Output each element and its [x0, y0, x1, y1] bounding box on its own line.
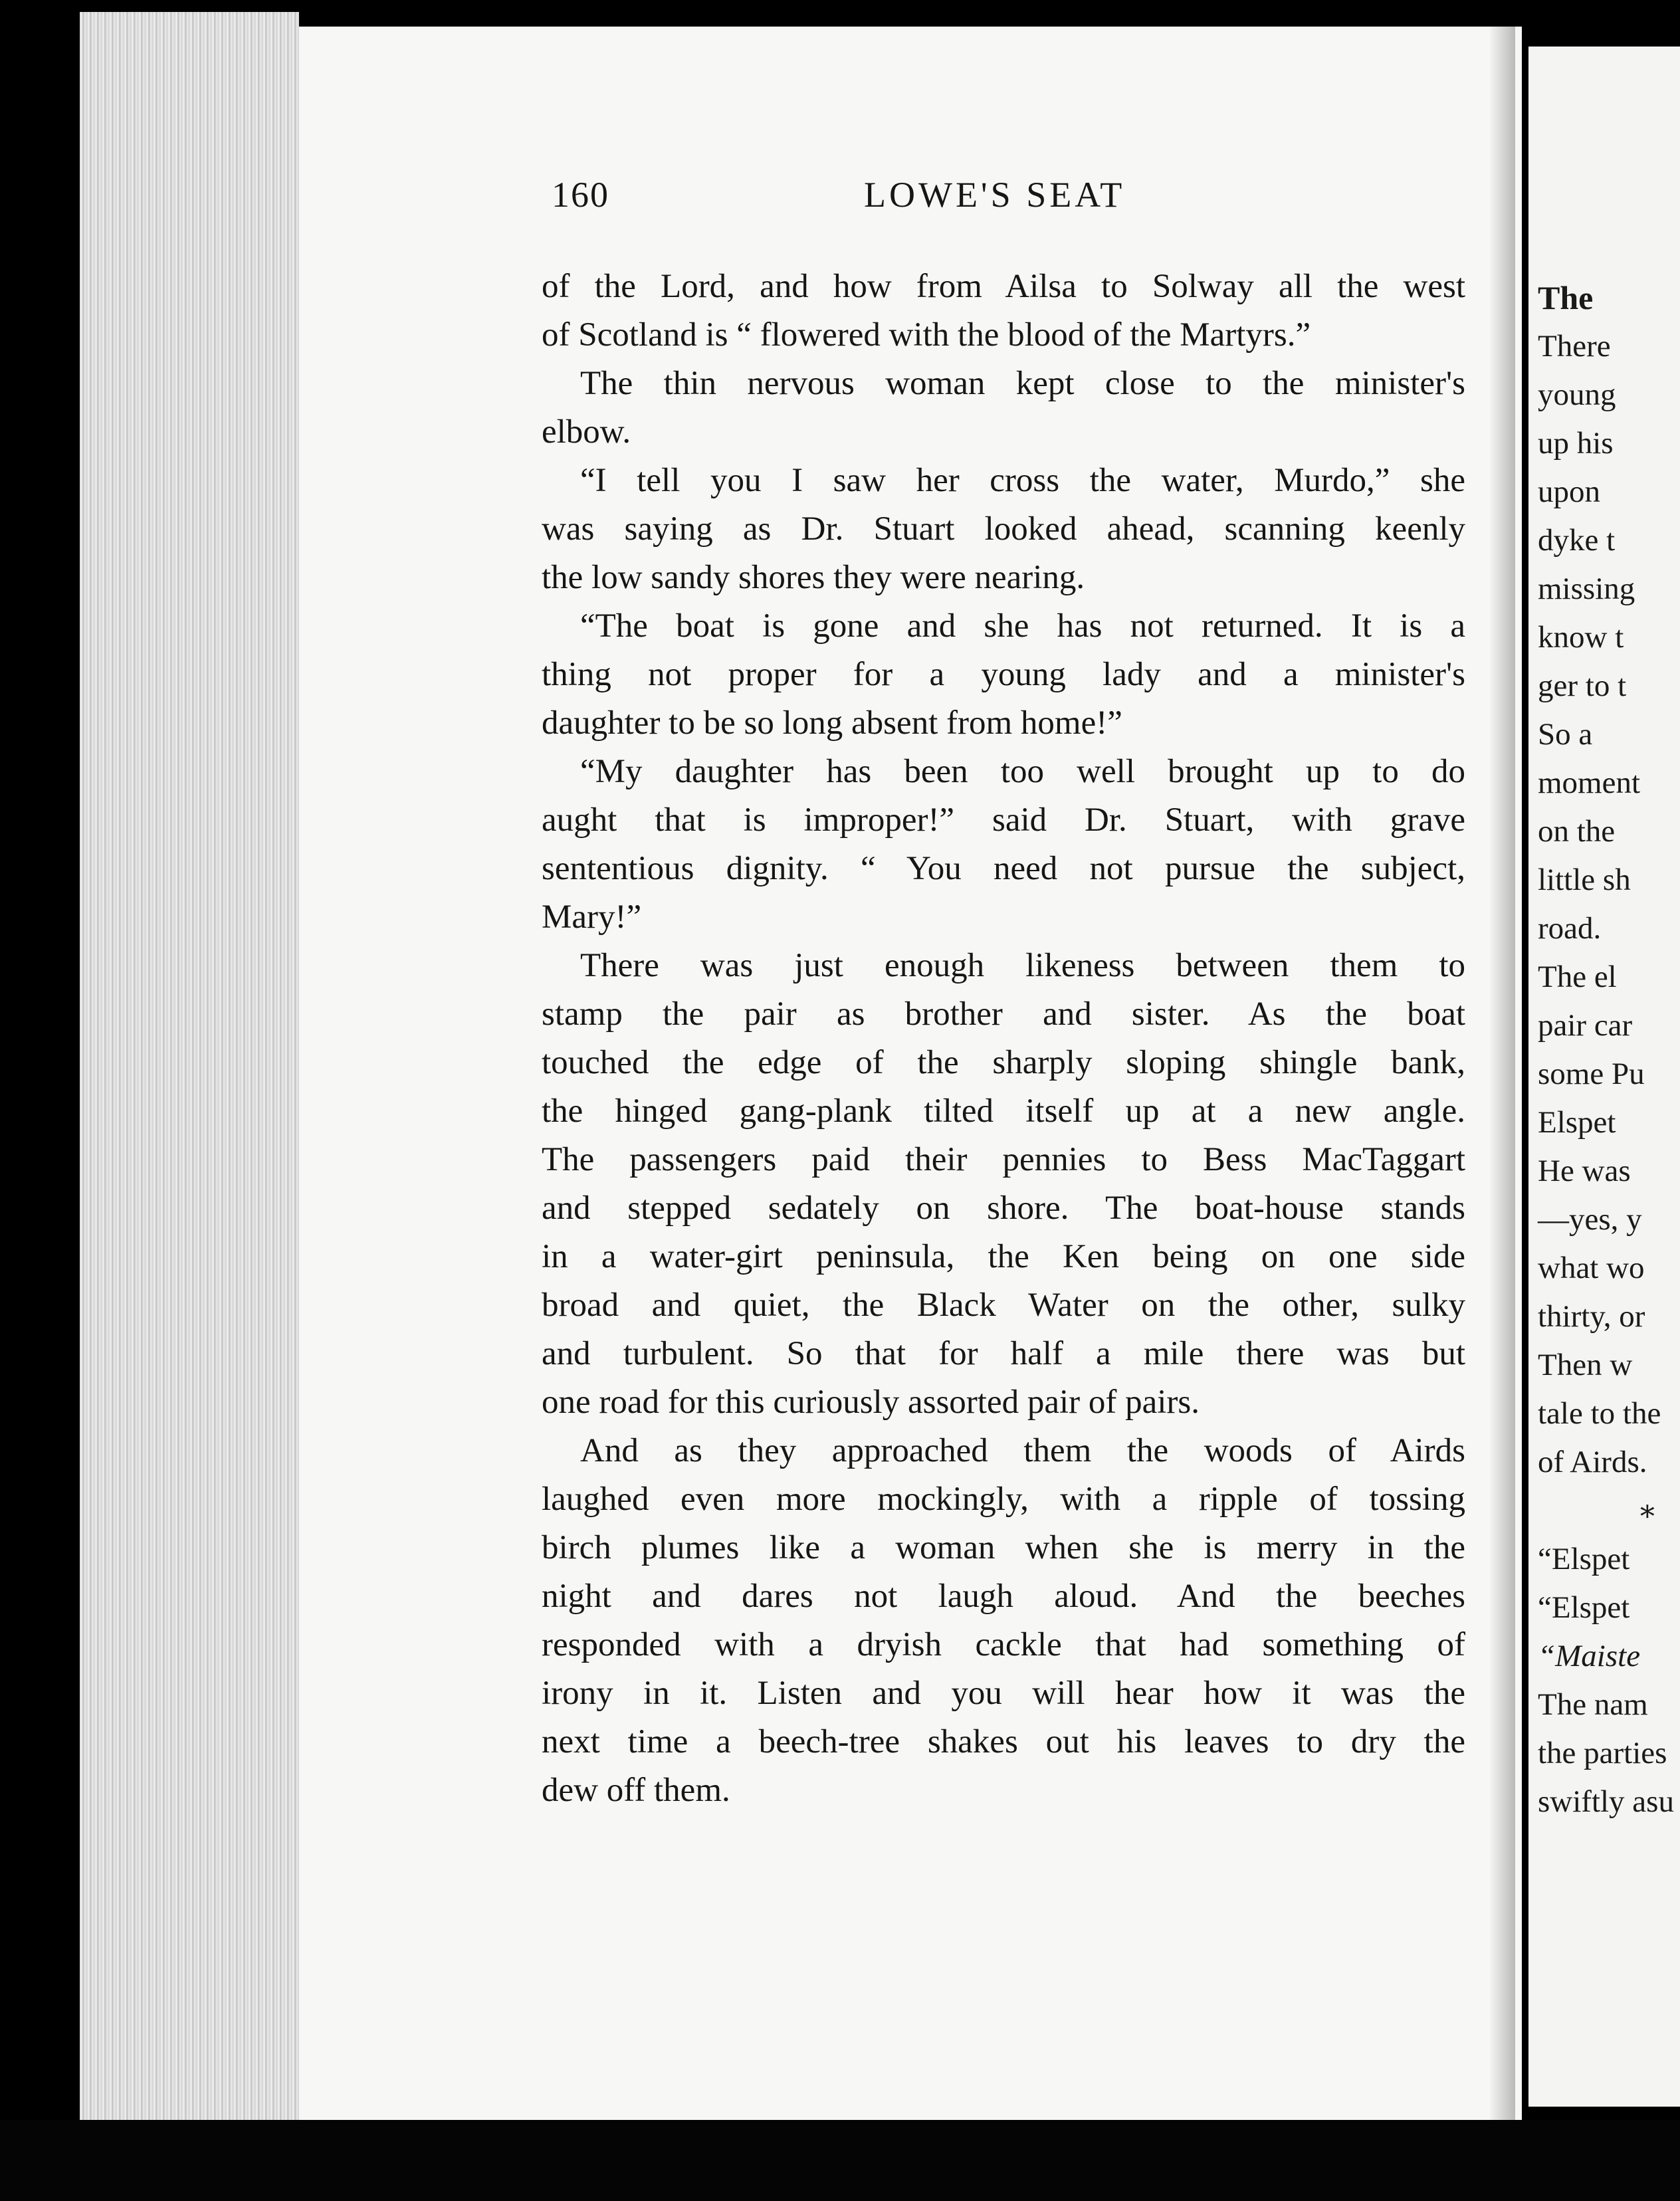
right-text-line: ger to t	[1538, 669, 1627, 703]
right-text-line: —yes, y	[1538, 1202, 1642, 1237]
text-line: The thin nervous woman kept close to the minister's	[580, 365, 1465, 402]
text-line: thing not proper for a young lady and a minister's	[542, 656, 1465, 693]
right-text-line: The el	[1538, 960, 1617, 994]
right-text-line: “Elspet	[1538, 1542, 1630, 1576]
text-line: “The boat is gone and she has not returned. It is a	[580, 607, 1465, 645]
text-line: next time a beech-tree shakes out his leaves to dry the	[542, 1723, 1465, 1760]
text-line: in a water-girt peninsula, the Ken being on one side	[542, 1238, 1465, 1275]
text-line: There was just enough likeness between them to	[580, 947, 1465, 984]
right-text-line: know t	[1538, 620, 1624, 655]
right-text-line: up his	[1538, 426, 1614, 461]
right-text-line: some Pu	[1538, 1057, 1645, 1091]
right-text-line: thirty, or	[1538, 1299, 1645, 1334]
right-text-line: what wo	[1538, 1251, 1645, 1285]
text-line: responded with a dryish cackle that had something of	[542, 1626, 1465, 1663]
text-line: the low sandy shores they were nearing.	[542, 559, 1085, 596]
text-line: elbow.	[542, 413, 631, 451]
section-break-asterisk: ∗	[1637, 1495, 1657, 1527]
right-text-line: of Airds.	[1538, 1445, 1647, 1479]
text-line: dew off them.	[542, 1772, 730, 1809]
right-text-line: The nam	[1538, 1687, 1648, 1722]
right-text-line: “Maiste	[1538, 1639, 1641, 1673]
text-line: daughter to be so long absent from home!”	[542, 704, 1122, 742]
text-line: sententious dignity. “ You need not pursue the subject,	[542, 850, 1465, 887]
text-line: the hinged gang-plank tilted itself up at a new angle.	[542, 1093, 1465, 1130]
text-line: of Scotland is “ flowered with the blood of the Martyrs.”	[542, 316, 1311, 354]
text-line: was saying as Dr. Stuart looked ahead, scanning keenly	[542, 510, 1465, 548]
text-line: and turbulent. So that for half a mile there was but	[542, 1335, 1465, 1372]
text-line: “My daughter has been too well brought up to do	[580, 753, 1465, 790]
right-page-heading: The	[1538, 279, 1594, 316]
text-line: irony in it. Listen and you will hear how it was the	[542, 1675, 1465, 1712]
right-page-text	[1538, 274, 1680, 1826]
right-text-line: There	[1538, 329, 1611, 364]
text-line: broad and quiet, the Black Water on the other, sulky	[542, 1287, 1465, 1324]
body-text	[542, 262, 1465, 1815]
text-line: of the Lord, and how from Ailsa to Solway all the west	[542, 268, 1465, 305]
right-text-line: dyke t	[1538, 523, 1616, 558]
text-line: night and dares not laugh aloud. And the beeches	[542, 1578, 1465, 1615]
running-head: LOWE'S SEAT	[864, 175, 1126, 215]
gutter-shadow	[1489, 27, 1515, 2120]
page-header	[552, 174, 1455, 221]
right-text-line: upon	[1538, 474, 1600, 509]
text-line: and stepped sedately on shore. The boat-house stands	[542, 1190, 1465, 1227]
right-text-line: on the	[1538, 814, 1616, 849]
right-text-line: missing	[1538, 572, 1635, 606]
text-line: one road for this curiously assorted pair of pairs.	[542, 1384, 1200, 1421]
right-text-line: moment	[1538, 766, 1641, 800]
text-line: stamp the pair as brother and sister. As the boat	[542, 996, 1465, 1033]
text-line: The passengers paid their pennies to Bess MacTaggart	[542, 1141, 1465, 1178]
right-text-line: “Elspet	[1538, 1590, 1630, 1625]
text-line: laughed even more mockingly, with a ripple of tossing	[542, 1481, 1465, 1518]
text-line: birch plumes like a woman when she is merry in the	[542, 1529, 1465, 1566]
book-page-edges	[80, 12, 299, 2139]
right-text-line: young	[1538, 377, 1616, 412]
right-text-line: So a	[1538, 717, 1593, 752]
right-text-line: road.	[1538, 911, 1602, 946]
right-text-line: He was	[1538, 1154, 1631, 1188]
right-text-line: the parties	[1538, 1736, 1667, 1770]
text-line: Mary!”	[542, 898, 642, 936]
text-line: touched the edge of the sharply sloping shingle bank,	[542, 1044, 1465, 1081]
right-text-line: swiftly asu	[1538, 1784, 1674, 1819]
right-text-line: tale to the	[1538, 1396, 1661, 1431]
right-page	[1528, 47, 1680, 2107]
text-line: aught that is improper!” said Dr. Stuart, with grave	[542, 801, 1465, 839]
text-line: “I tell you I saw her cross the water, Murdo,” she	[580, 462, 1465, 499]
scan-background	[0, 2120, 1680, 2201]
right-text-line: pair car	[1538, 1008, 1633, 1043]
page-number: 160	[552, 175, 609, 215]
right-text-line: Elspet	[1538, 1105, 1616, 1140]
text-line: And as they approached them the woods of Airds	[580, 1432, 1465, 1469]
right-text-line: little sh	[1538, 863, 1631, 897]
right-text-line: Then w	[1538, 1348, 1633, 1382]
